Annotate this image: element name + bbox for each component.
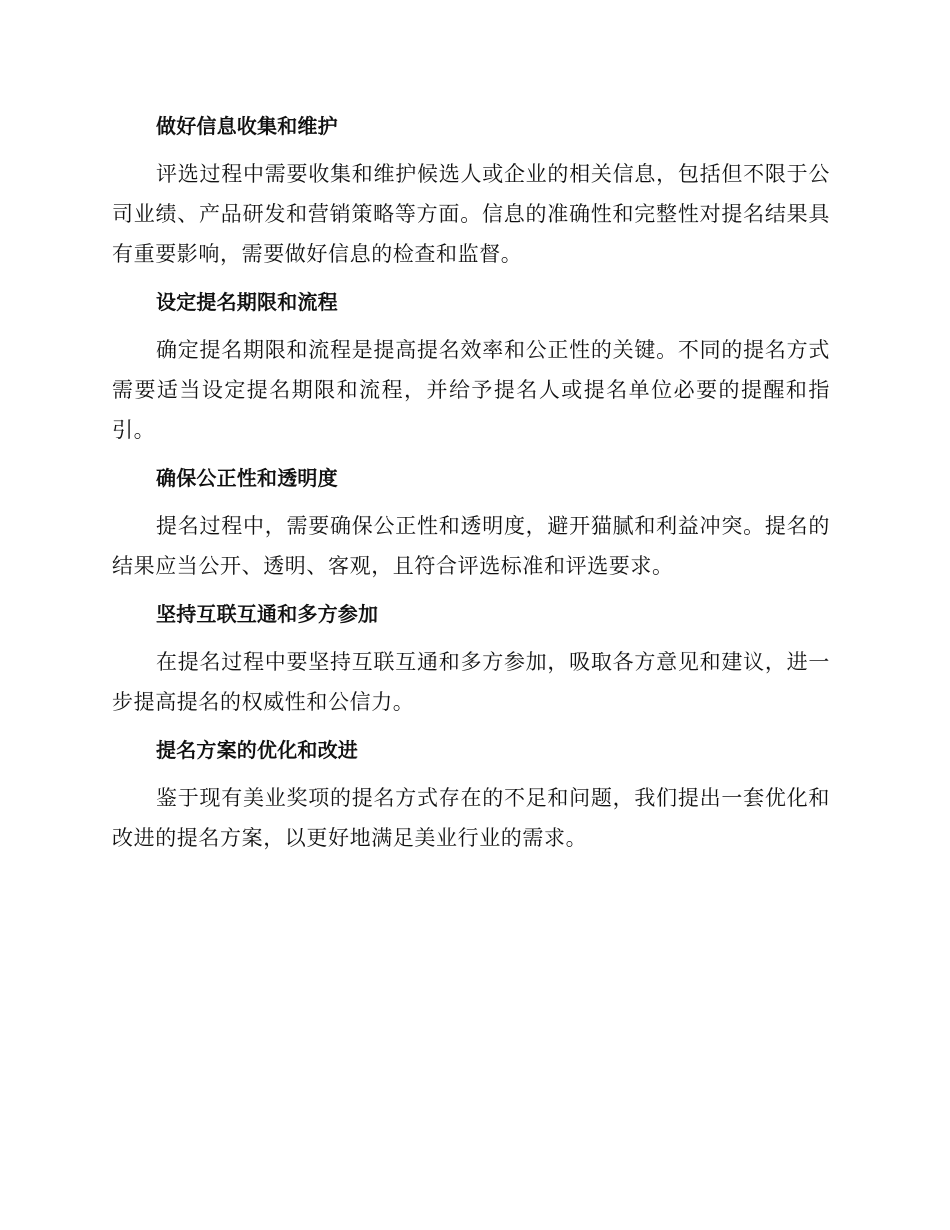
section-paragraph: 鉴于现有美业奖项的提名方式存在的不足和问题，我们提出一套优化和改进的提名方案，以更好地满足美业行业的需求。 [112,786,830,850]
section-paragraph: 评选过程中需要收集和维护候选人或企业的相关信息，包括但不限于公司业绩、产品研发和营销策略等方面。信息的准确性和完整性对提名结果具有重要影响，需要做好信息的检查和监督。 [112,162,830,266]
section-nomination-deadline [112,284,830,450]
section-paragraph: 提名过程中，需要确保公正性和透明度，避开猫腻和利益冲突。提名的结果应当公开、透明、客观，且符合评选标准和评选要求。 [112,514,830,578]
section-paragraph: 在提名过程中要坚持互联互通和多方参加，吸取各方意见和建议，进一步提高提名的权威性和公信力。 [112,650,830,714]
section-heading: 提名方案的优化和改进 [156,738,358,762]
section-fairness-transparency [112,460,830,586]
section-paragraph: 确定提名期限和流程是提高提名效率和公正性的关键。不同的提名方式需要适当设定提名期限和流程，并给予提名人或提名单位必要的提醒和指引。 [112,338,830,442]
section-heading: 设定提名期限和流程 [156,290,338,314]
section-heading: 确保公正性和透明度 [156,466,338,490]
section-heading: 坚持互联互通和多方参加 [156,602,379,626]
section-interconnection [112,596,830,722]
section-info-collection [112,108,830,274]
section-optimization [112,732,830,858]
document-page [112,108,830,868]
section-heading: 做好信息收集和维护 [156,114,338,138]
